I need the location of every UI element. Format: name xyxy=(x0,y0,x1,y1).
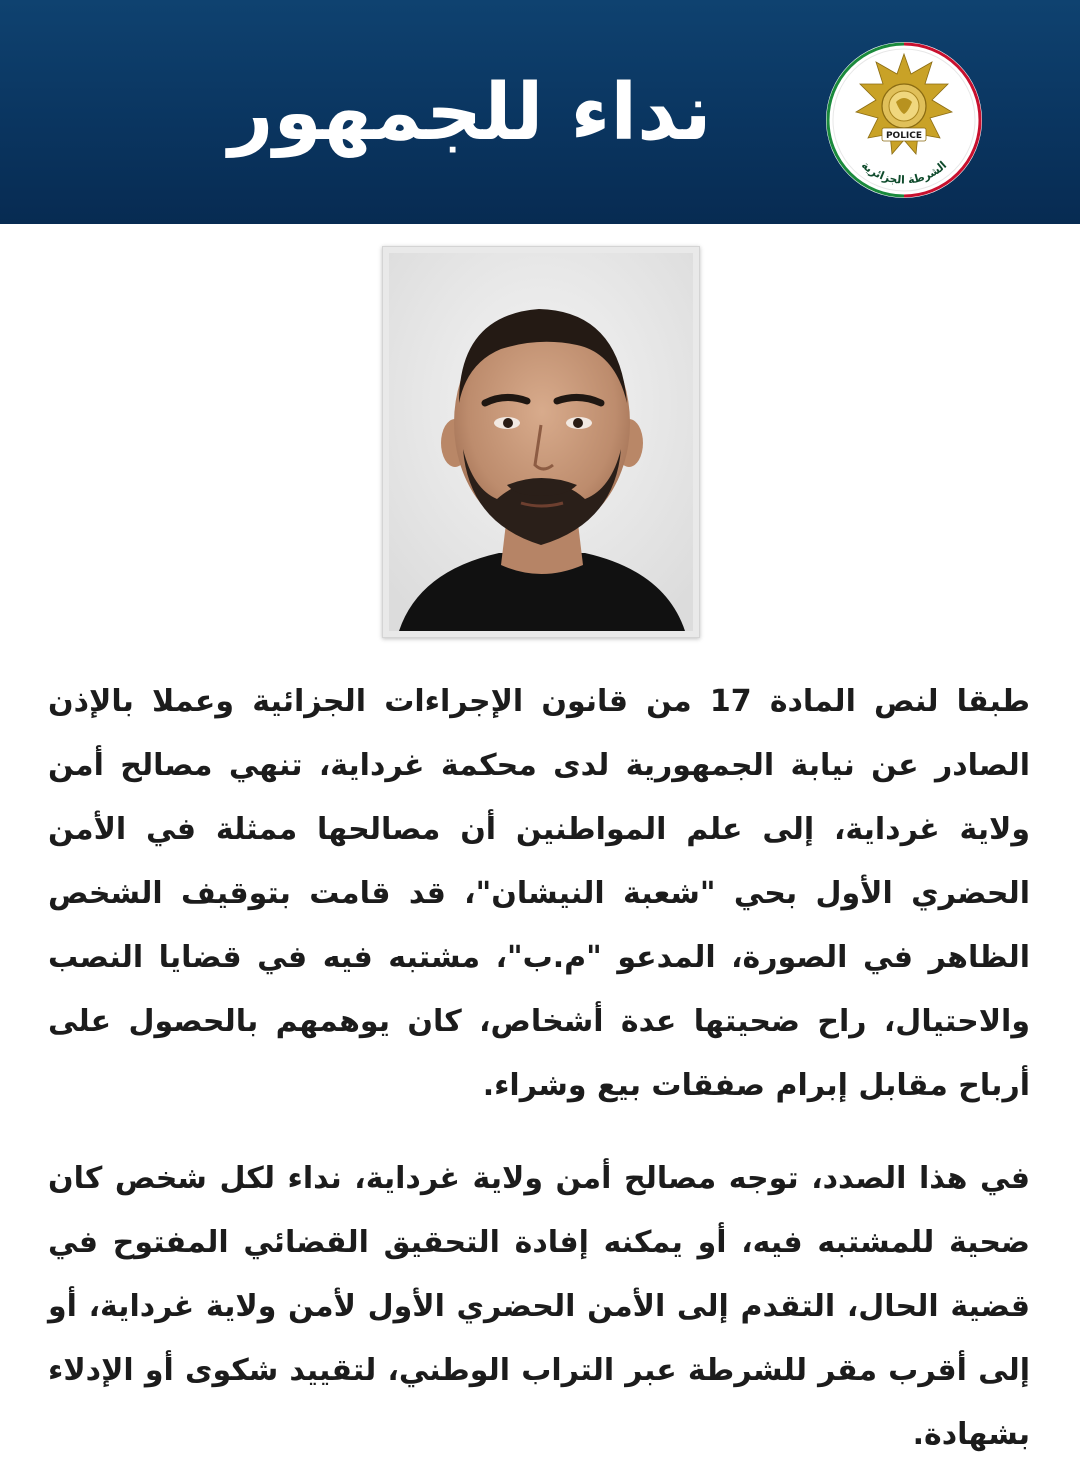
photo-frame xyxy=(382,246,700,638)
police-emblem-icon xyxy=(812,40,996,200)
ring-text: الشرطة الجزائرية xyxy=(858,158,950,187)
header-banner xyxy=(0,0,1080,224)
suspect-photo xyxy=(389,253,693,631)
body-paragraph-2: في هذا الصدد، توجه مصالح أمن ولاية غرداية، نداء لكل شخص كان ضحية للمشتبه فيه، أو يمكنه إفادة التحقيق القضائي المفتوح في قضية الحال، التقدم إلى الأمن الحضري الأول لأمن ولاية غرداية، أو إلى أقرب مقر للشرطة عبر التراب الوطني، لتقييد شكوى أو الإدلاء بشهادة. xyxy=(48,1161,1030,1452)
page-title: نداء للجمهور xyxy=(228,68,712,158)
body-paragraph-1: طبقا لنص المادة 17 من قانون الإجراءات الجزائية وعملا بالإذن الصادر عن نيابة الجمهورية لدى محكمة غرداية، تنهي مصالح أمن ولاية غرداية، إلى علم المواطنين أن مصالحها ممثلة في الأمن الحضري الأول بحي "شعبة النيشان"، قد قامت بتوقيف الشخص الظاهر في الصورة، المدعو "م.ب"، مشتبه فيه في قضايا النصب والاحتيال، راح ضحيتها عدة أشخاص، كان يوهمهم بالحصول على أرباح مقابل إبرام صفقات بيع وشراء. xyxy=(48,684,1030,1103)
badge-text: POLICE xyxy=(885,131,923,141)
